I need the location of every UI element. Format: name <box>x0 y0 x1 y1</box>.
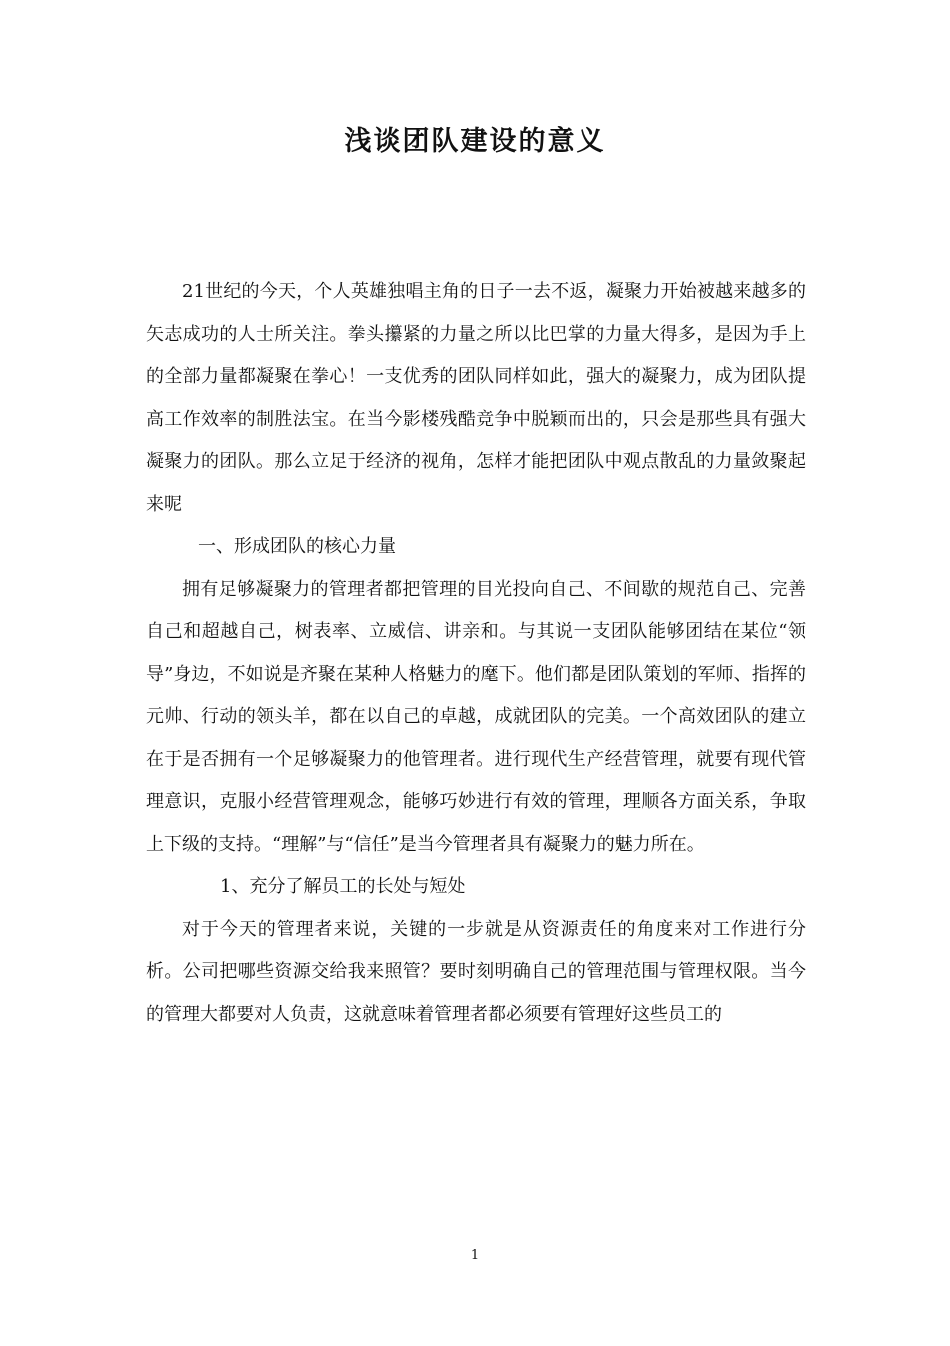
subsection-heading: 1、充分了解员工的长处与短处 <box>220 876 466 897</box>
page-number: 1 <box>470 1248 480 1263</box>
section-heading: 一、形成团队的核心力量 <box>198 536 396 557</box>
document-title: 浅谈团队建设的意义 <box>344 126 606 157</box>
section-paragraph: 拥有足够凝聚力的管理者都把管理的目光投向自己、不间歇的规范自己、完善自己和超越自己，树表率、立威信、讲亲和。与其说一支团队能够团结在某位“领导”身边，不如说是齐聚在某种人格魅力的麾下。他们都是团队策划的军师、指挥的元帅、行动的领头羊，都在以自己的卓越，成就团队的完美。一个高效团队的建立在于是否拥有一个足够凝聚力的他管理者。进行现代生产经营管理，就要有现代管理意识，克服小经营管理观念，能够巧妙进行有效的管理，理顺各方面关系，争取上下级的支持。“理解”与“信任”是当今管理者具有凝聚力的魅力所在。 <box>146 578 806 855</box>
document-body <box>146 271 806 1036</box>
subsection-paragraph: 对于今天的管理者来说，关键的一步就是从资源责任的角度来对工作进行分析。公司把哪些资源交给我来照管？要时刻明确自己的管理范围与管理权限。当今的管理大都要对人负责，这就意味着管理者都必须要有管理好这些员工的 <box>146 918 806 1025</box>
intro-paragraph: 21世纪的今天，个人英雄独唱主角的日子一去不返，凝聚力开始被越来越多的矢志成功的人士所关注。拳头攥紧的力量之所以比巴掌的力量大得多，是因为手上的全部力量都凝聚在拳心！一支优秀的团队同样如此，强大的凝聚力，成为团队提高工作效率的制胜法宝。在当今影楼残酷竞争中脱颖而出的，只会是那些具有强大凝聚力的团队。那么立足于经济的视角，怎样才能把团队中观点散乱的力量敛聚起来呢 <box>146 281 806 515</box>
